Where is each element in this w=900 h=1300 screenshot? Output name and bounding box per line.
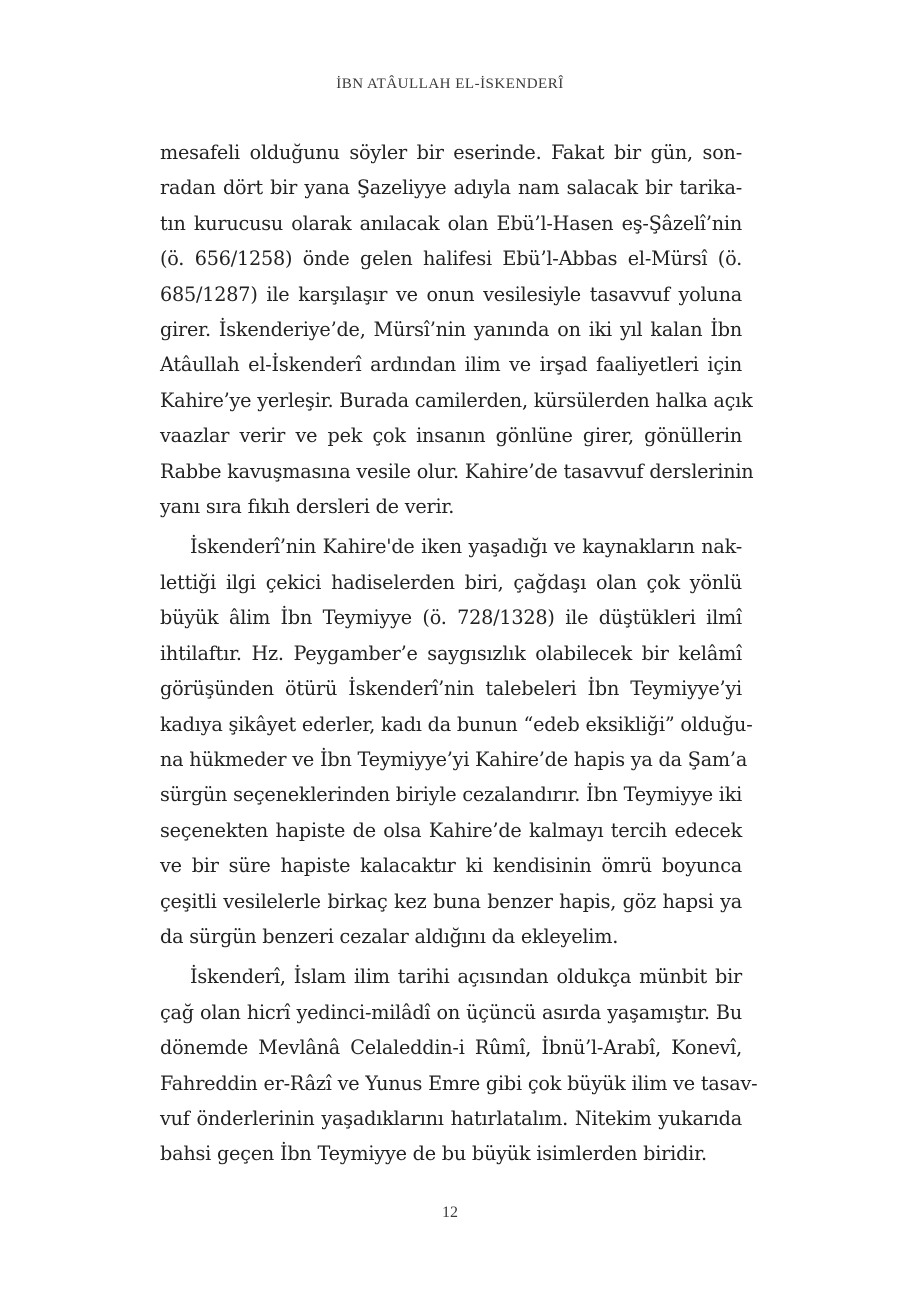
text-line: görüşünden ötürü İskenderî’nin talebeleri İbn Teymiyye’yi	[160, 677, 742, 701]
text-line: ve bir süre hapiste kalacaktır ki kendisinin ömrü boyunca	[160, 854, 742, 878]
text-line: da sürgün benzeri cezalar aldığını da ekleyelim.	[160, 924, 619, 948]
text-line: vaazlar verir ve pek çok insanın gönlüne girer, gönüllerin	[160, 424, 742, 448]
text-line: Kahire’ye yerleşir. Burada camilerden, kürsülerden halka açık	[160, 388, 753, 412]
body-text	[160, 135, 758, 1172]
text-line: radan dört bir yana Şazeliyye adıyla nam salacak bir tarika-	[160, 176, 742, 200]
text-line: yanı sıra fıkıh dersleri de verir.	[160, 495, 455, 519]
text-line: ihtilaftır. Hz. Peygamber’e saygısızlık olabilecek bir kelâmî	[160, 641, 742, 665]
text-line: girer. İskenderiye’de, Mürsî’nin yanında on iki yıl kalan İbn	[160, 318, 742, 342]
page-number: 12	[442, 1204, 458, 1221]
text-line: Fahreddin er-Râzî ve Yunus Emre gibi çok büyük ilim ve tasav-	[160, 1071, 758, 1095]
paragraph-3	[160, 959, 758, 1171]
paragraph-1	[160, 135, 754, 524]
text-line: kadıya şikâyet ederler, kadı da bunun “edeb eksikliği” olduğu-	[160, 712, 753, 736]
text-line: sürgün seçeneklerinden biriyle cezalandırır. İbn Teymiyye iki	[160, 783, 743, 807]
text-line: na hükmeder ve İbn Teymiyye’yi Kahire’de hapis ya da Şam’a	[160, 747, 748, 771]
text-line: İskenderî, İslam ilim tarihi açısından oldukça münbit bir	[190, 965, 742, 989]
text-line: çağ olan hicrî yedinci-milâdî on üçüncü asırda yaşamıştır. Bu	[160, 1000, 742, 1024]
text-line: (ö. 656/1258) önde gelen halifesi Ebü’l-Abbas el-Mürsî (ö.	[160, 247, 742, 271]
text-line: büyük âlim İbn Teymiyye (ö. 728/1328) ile düştükleri ilmî	[160, 606, 742, 630]
paragraph-2	[160, 529, 753, 954]
text-line: seçenekten hapiste de olsa Kahire’de kalmayı tercih edecek	[160, 818, 742, 842]
text-line: çeşitli vesilelerle birkaç kez buna benzer hapis, göz hapsi ya	[160, 889, 742, 913]
text-line: vuf önderlerinin yaşadıklarını hatırlatalım. Nitekim yukarıda	[160, 1106, 742, 1130]
text-line: Atâullah el-İskenderî ardından ilim ve irşad faaliyetleri için	[160, 353, 742, 377]
text-line: mesafeli olduğunu söyler bir eserinde. Fakat bir gün, son-	[160, 141, 742, 164]
text-line: tın kurucusu olarak anılacak olan Ebü’l-Hasen eş-Şâzelî’nin	[160, 211, 742, 235]
text-line: dönemde Mevlânâ Celaleddin-i Rûmî, İbnü’l-Arabî, Konevî,	[160, 1036, 742, 1060]
text-line: 685/1287) ile karşılaşır ve onun vesilesiyle tasavvuf yoluna	[160, 282, 742, 306]
text-line: bahsi geçen İbn Teymiyye de bu büyük isimlerden biridir.	[160, 1142, 707, 1166]
text-line: lettiği ilgi çekici hadiselerden biri, çağdaşı olan çok yönlü	[160, 570, 742, 594]
text-line: Rabbe kavuşmasına vesile olur. Kahire’de tasavvuf derslerinin	[160, 459, 754, 483]
running-header: İBN ATÂULLAH EL-İSKENDERÎ	[336, 76, 564, 92]
text-line: İskenderî’nin Kahire'de iken yaşadığı ve kaynakların nak-	[190, 535, 742, 559]
